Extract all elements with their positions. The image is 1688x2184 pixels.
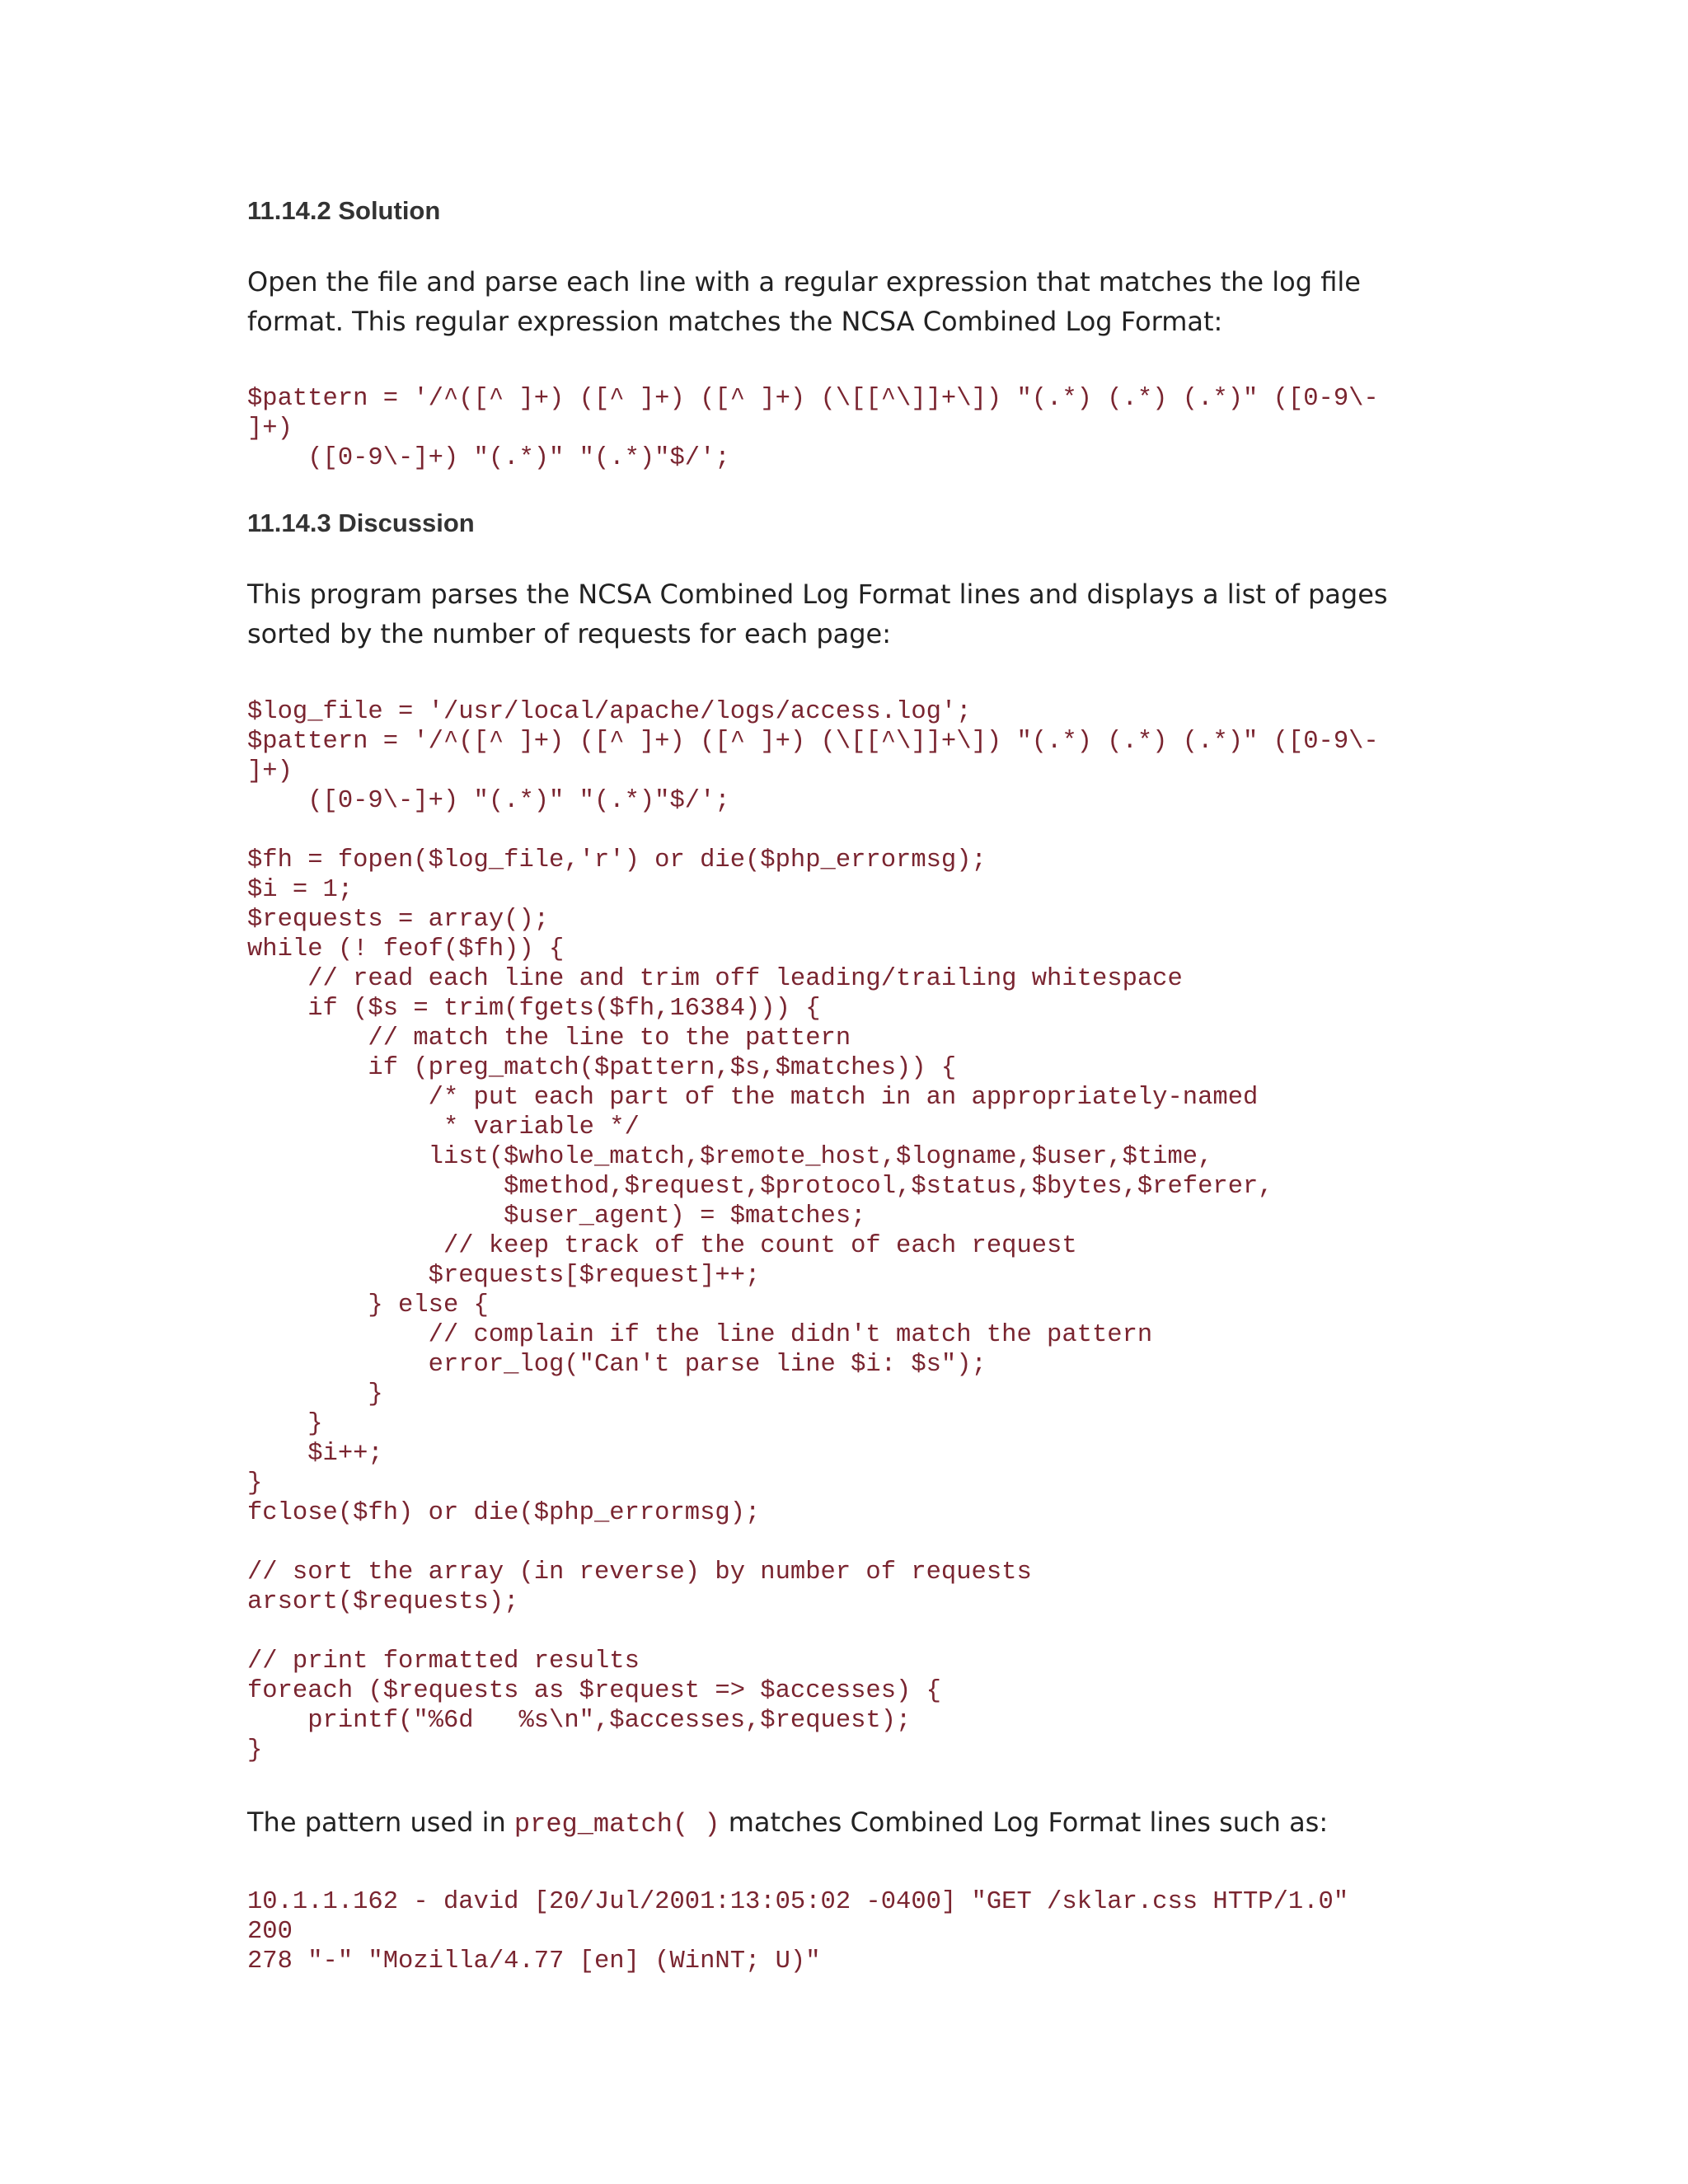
solution-code-block: $pattern = '/^([^ ]+) ([^ ]+) ([^ ]+) (\[[^\]]+\]) "(.*) (.*) (.*)" ([0-9\- ]+) ([0-9\-]+) "(.*)" "(.*)"$/'; <box>247 385 1379 472</box>
example-text-before: The pattern used in <box>247 1807 514 1838</box>
example-paragraph <box>247 1802 1442 1844</box>
inline-code-preg-match: preg_match( ) <box>513 1809 720 1840</box>
discussion-paragraph: This program parses the NCSA Combined Log Format lines and displays a list of pages sorted by the number of requests for each page: <box>247 579 1388 649</box>
example-text-after: matches Combined Log Format lines such as: <box>720 1807 1329 1838</box>
example-log-line-code-block: 10.1.1.162 - david [20/Jul/2001:13:05:02 -0400] "GET /sklar.css HTTP/1.0" 200 278 "-" "Mozilla/4.77 [en] (WinNT; U)" <box>247 1888 1349 1975</box>
solution-heading: 11.14.2 Solution <box>247 196 441 225</box>
discussion-code-block: $log_file = '/usr/local/apache/logs/access.log'; $pattern = '/^([^ ]+) ([^ ]+) ([^ ]+) (\[[^\]]+\]) "(.*) (.*) (.*)" ([0-9\- ]+) ([0-9\-]+) "(.*)" "(.*)"$/'; $fh = fopen($log_file,'r') or die($php_errormsg); $i = 1; $requests = array(); while (! feof($fh)) { // read each line and trim off leading/trailing whitespace if ($s = trim(fgets($fh,16384))) { // match the line to the pattern if (preg_match($pattern,$s,$matches)) { /* put each part of the match in an appropriately-named * variable */ list($whole_match,$remote_host,$logname,$user,$time, $method,$request,$protocol,$status,$bytes,$referer, $user_agent) = $matches; // keep track of the count of each request $requests[$request]++; } else { // complain if the line didn't match the pattern error_log("Can't parse line $i: $s"); } } $i++; } fclose($fh) or die($php_errormsg); // sort the array (in reverse) by number of requests arsort($requests); // print formatted results foreach ($requests as $request => $accesses) { printf("%6d %s\n",$accesses,$request); } <box>247 698 1379 1765</box>
solution-paragraph: Open the file and parse each line with a regular expression that matches the log file format. This regular expression matches the NCSA Combined Log Format: <box>247 266 1361 337</box>
discussion-heading: 11.14.3 Discussion <box>247 509 475 537</box>
